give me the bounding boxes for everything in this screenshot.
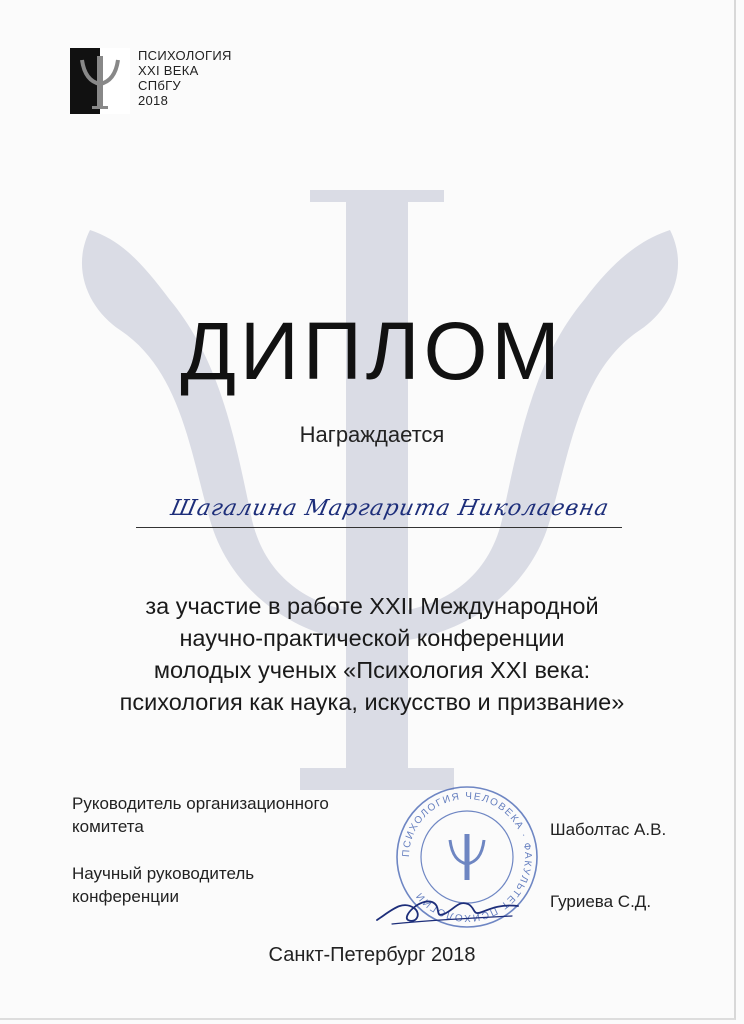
logo-line: XXI ВЕКА bbox=[138, 63, 199, 78]
role-line: Руководитель организационного bbox=[72, 794, 329, 813]
logo-line: ПСИХОЛОГИЯ bbox=[138, 48, 232, 63]
stamp-psi-icon bbox=[450, 834, 484, 880]
signatory-name-1: Шаболтас А.В. bbox=[550, 820, 667, 839]
stamp-ring-text: ПСИХОЛОГИЯ ЧЕЛОВЕКА · ФАКУЛЬТЕТ ПСИХОЛОГИИ bbox=[400, 790, 534, 924]
recipient-underline bbox=[136, 527, 622, 528]
role-line: комитета bbox=[72, 817, 144, 836]
role-line: Научный руководитель bbox=[72, 864, 255, 883]
psi-logo-icon bbox=[70, 48, 130, 114]
awarded-label: Награждается bbox=[299, 422, 445, 447]
logo-line: 2018 bbox=[138, 93, 169, 108]
city-year-footer: Санкт-Петербург 2018 bbox=[268, 944, 476, 966]
handwritten-signature bbox=[372, 880, 522, 930]
signatory-role-1 bbox=[72, 792, 329, 838]
logo-line: СПбГУ bbox=[138, 78, 181, 93]
signatory-name-2: Гуриева С.Д. bbox=[550, 892, 652, 911]
diploma-title: ДИПЛОМ bbox=[180, 306, 564, 397]
logo-text bbox=[138, 48, 232, 108]
recipient-name: Шагалина Маргарита Николаевна bbox=[168, 496, 612, 521]
role-line: конференции bbox=[72, 887, 179, 906]
award-reason-line: за участие в работе XXII Международной bbox=[145, 593, 599, 619]
award-reason-line: молодых ученых «Психология XXI века: bbox=[153, 657, 591, 683]
award-reason-line: научно-практической конференции bbox=[179, 625, 565, 651]
conference-logo bbox=[70, 48, 232, 114]
award-reason bbox=[40, 590, 704, 718]
signatory-role-2 bbox=[72, 862, 254, 908]
award-reason-line: психология как наука, искусство и призвание» bbox=[119, 689, 625, 715]
